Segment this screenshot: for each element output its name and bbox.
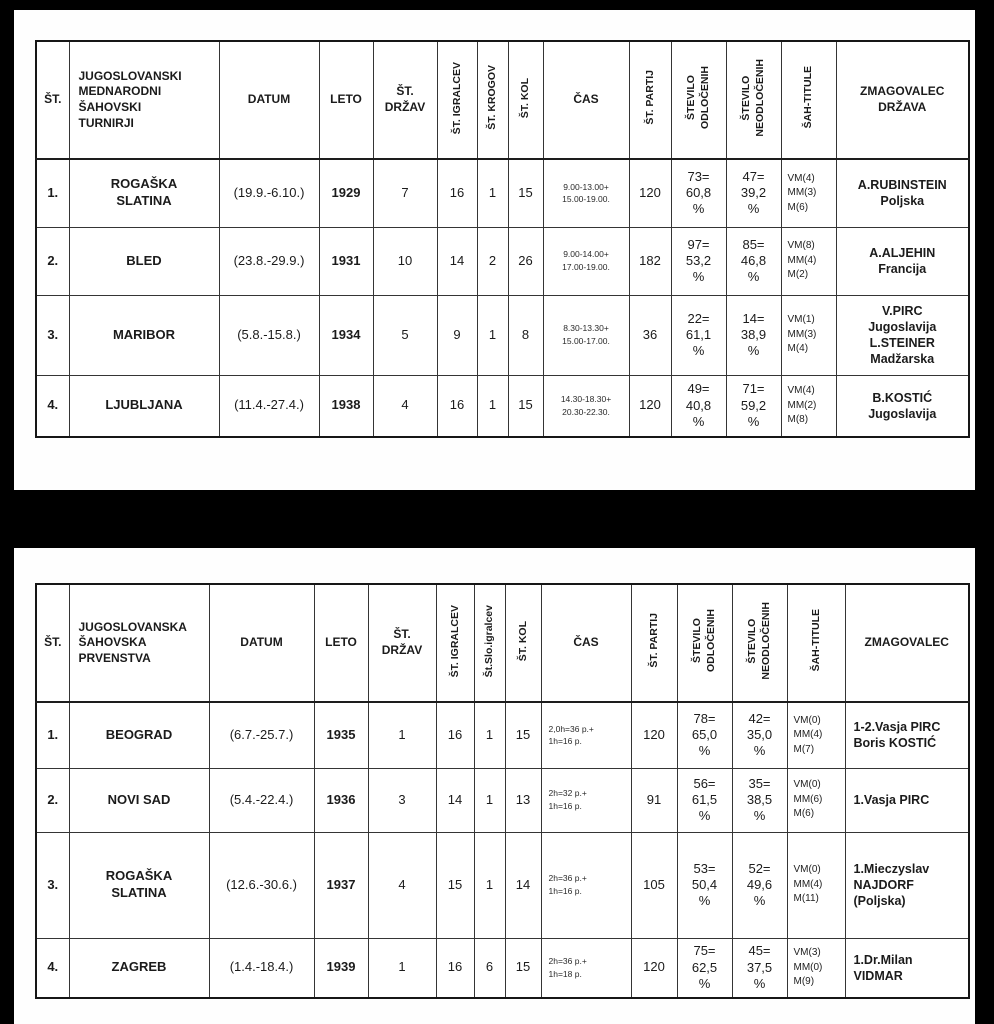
table-row <box>36 375 969 437</box>
column-header-st <box>36 584 69 702</box>
cell-st-partij: 120 <box>629 375 671 437</box>
cell-prvenstva: NOVI SAD <box>69 768 209 832</box>
table-row <box>36 832 969 938</box>
column-header-st-drzav <box>368 584 436 702</box>
column-header-datum <box>209 584 314 702</box>
table-row <box>36 227 969 295</box>
cell-st-partij: 120 <box>631 702 677 768</box>
column-header-label: DATUM <box>247 92 291 107</box>
cell-leto: 1937 <box>314 832 368 938</box>
column-header-label: DATUM <box>240 635 283 650</box>
cell-stevilo-odlocenih: 53= 50,4 % <box>677 832 732 938</box>
cell-datum: (12.6.-30.6.) <box>209 832 314 938</box>
column-header-st-krogov <box>477 41 508 159</box>
cell-stevilo-neodlocenih: 85= 46,8 % <box>726 227 781 295</box>
column-header-label: ŠTEVILO NEODLOČENIH <box>740 58 767 137</box>
column-header-stevilo-neodlocenih <box>732 584 787 702</box>
column-header-label: Št.Slo.igralcev <box>483 604 496 677</box>
cell-cas: 9.00-13.00+ 15.00-19.00. <box>543 159 629 227</box>
column-header-label: JUGOSLOVANSKA ŠAHOVSKA PRVENSTVA <box>78 619 187 665</box>
cell-sah-titule: VM(0) MM(4) M(7) <box>787 702 845 768</box>
cell-datum: (5.8.-15.8.) <box>219 295 319 375</box>
cell-zmagovalec: 1.Vasja PIRC <box>845 768 969 832</box>
cell-leto: 1938 <box>319 375 373 437</box>
cell-cas: 2h=36 p.+ 1h=18 p. <box>541 938 631 998</box>
cell-leto: 1931 <box>319 227 373 295</box>
table-row <box>36 159 969 227</box>
column-header-sah-titule <box>781 41 836 159</box>
cell-sah-titule: VM(1) MM(3) M(4) <box>781 295 836 375</box>
cell-stevilo-neodlocenih: 52= 49,6 % <box>732 832 787 938</box>
cell-st-igralcev: 14 <box>436 768 474 832</box>
cell-stevilo-neodlocenih: 35= 38,5 % <box>732 768 787 832</box>
header-row <box>36 41 969 159</box>
column-header-st-kol <box>508 41 543 159</box>
column-header-stevilo-neodlocenih <box>726 41 781 159</box>
cell-zmagovalec-drzava: B.KOSTIĆ Jugoslavija <box>836 375 969 437</box>
column-header-st-igralcev <box>436 584 474 702</box>
cell-sah-titule: VM(4) MM(2) M(8) <box>781 375 836 437</box>
cell-datum: (1.4.-18.4.) <box>209 938 314 998</box>
table-row <box>36 938 969 998</box>
column-header-label: ŠT. PARTIJ <box>647 613 660 669</box>
table-row <box>36 702 969 768</box>
cell-st-drzav: 4 <box>373 375 437 437</box>
column-header-st <box>36 41 69 159</box>
cell-st: 2. <box>36 227 69 295</box>
column-header-st-igralcev <box>437 41 477 159</box>
cell-sah-titule: VM(0) MM(4) M(11) <box>787 832 845 938</box>
cell-st: 2. <box>36 768 69 832</box>
cell-st-krogov: 1 <box>477 159 508 227</box>
column-header-label: ŠT. KOL <box>519 77 532 118</box>
cell-sah-titule: VM(0) MM(6) M(6) <box>787 768 845 832</box>
cell-st-igralcev: 15 <box>436 832 474 938</box>
cell-prvenstva: ROGAŠKA SLATINA <box>69 832 209 938</box>
column-header-label: JUGOSLOVANSKI MEDNARODNI ŠAHOVSKI TURNIRJI <box>78 68 182 130</box>
cell-stevilo-neodlocenih: 71= 59,2 % <box>726 375 781 437</box>
column-header-st-partij <box>631 584 677 702</box>
cell-st: 4. <box>36 375 69 437</box>
column-header-st-slo-igralcev <box>474 584 505 702</box>
cell-datum: (23.8.-29.9.) <box>219 227 319 295</box>
column-header-label: ŠT. KROGOV <box>486 65 499 131</box>
cell-st-slo-igralcev: 1 <box>474 832 505 938</box>
cell-st: 1. <box>36 159 69 227</box>
cell-turnirji: MARIBOR <box>69 295 219 375</box>
cell-stevilo-neodlocenih: 14= 38,9 % <box>726 295 781 375</box>
cell-st-drzav: 4 <box>368 832 436 938</box>
column-header-label: ŠT. <box>44 635 62 650</box>
table-row <box>36 768 969 832</box>
cell-zmagovalec: 1.Mieczyslav NAJDORF (Poljska) <box>845 832 969 938</box>
column-header-turnirji <box>69 41 219 159</box>
cell-datum: (5.4.-22.4.) <box>209 768 314 832</box>
column-header-prvenstva <box>69 584 209 702</box>
cell-st-krogov: 1 <box>477 375 508 437</box>
cell-st-kol: 26 <box>508 227 543 295</box>
cell-stevilo-neodlocenih: 42= 35,0 % <box>732 702 787 768</box>
cell-stevilo-odlocenih: 78= 65,0 % <box>677 702 732 768</box>
cell-st-kol: 15 <box>508 159 543 227</box>
cell-st: 3. <box>36 832 69 938</box>
cell-stevilo-odlocenih: 22= 61,1 % <box>671 295 726 375</box>
column-header-label: ŠT. DRŽAV <box>381 627 423 657</box>
cell-st-krogov: 2 <box>477 227 508 295</box>
cell-sah-titule: VM(3) MM(0) M(9) <box>787 938 845 998</box>
cell-st-partij: 120 <box>631 938 677 998</box>
column-header-label: ŠT. <box>44 92 62 107</box>
cell-cas: 14.30-18.30+ 20.30-22.30. <box>543 375 629 437</box>
column-header-leto <box>319 41 373 159</box>
cell-leto: 1929 <box>319 159 373 227</box>
cell-st-krogov: 1 <box>477 295 508 375</box>
cell-st-kol: 14 <box>505 832 541 938</box>
cell-st-kol: 15 <box>505 702 541 768</box>
column-header-stevilo-odlocenih <box>677 584 732 702</box>
cell-zmagovalec-drzava: A.ALJEHIN Francija <box>836 227 969 295</box>
column-header-label: ŠTEVILO ODLOČENIH <box>685 66 712 130</box>
cell-st-igralcev: 16 <box>437 159 477 227</box>
cell-datum: (19.9.-6.10.) <box>219 159 319 227</box>
cell-st-kol: 15 <box>508 375 543 437</box>
cell-sah-titule: VM(4) MM(3) M(6) <box>781 159 836 227</box>
cell-st-drzav: 10 <box>373 227 437 295</box>
column-header-label: ŠTEVILO NEODLOČENIH <box>746 601 773 680</box>
cell-st-kol: 15 <box>505 938 541 998</box>
column-header-label: LETO <box>325 635 357 650</box>
cell-st-drzav: 5 <box>373 295 437 375</box>
international-tournaments-table <box>35 40 970 438</box>
column-header-zmagovalec <box>845 584 969 702</box>
cell-st-slo-igralcev: 6 <box>474 938 505 998</box>
cell-stevilo-odlocenih: 49= 40,8 % <box>671 375 726 437</box>
cell-st-drzav: 1 <box>368 702 436 768</box>
column-header-sah-titule <box>787 584 845 702</box>
column-header-datum <box>219 41 319 159</box>
column-header-label: ŠAH-TITULE <box>802 66 815 129</box>
column-header-leto <box>314 584 368 702</box>
column-header-st-kol <box>505 584 541 702</box>
cell-leto: 1934 <box>319 295 373 375</box>
cell-st: 1. <box>36 702 69 768</box>
cell-st-drzav: 7 <box>373 159 437 227</box>
cell-st-partij: 120 <box>629 159 671 227</box>
column-header-st-drzav <box>373 41 437 159</box>
column-header-label: ČAS <box>573 635 599 650</box>
cell-st-drzav: 3 <box>368 768 436 832</box>
cell-st-drzav: 1 <box>368 938 436 998</box>
cell-leto: 1936 <box>314 768 368 832</box>
cell-sah-titule: VM(8) MM(4) M(2) <box>781 227 836 295</box>
cell-st-igralcev: 16 <box>436 702 474 768</box>
cell-datum: (11.4.-27.4.) <box>219 375 319 437</box>
cell-stevilo-odlocenih: 56= 61,5 % <box>677 768 732 832</box>
column-header-label: ŠT. KOL <box>516 620 529 661</box>
cell-cas: 8.30-13.30+ 15.00-17.00. <box>543 295 629 375</box>
national-championships-table <box>35 583 970 999</box>
national-championships-page <box>14 548 975 1024</box>
international-tournaments-page <box>14 10 975 490</box>
cell-st-igralcev: 9 <box>437 295 477 375</box>
column-header-stevilo-odlocenih <box>671 41 726 159</box>
cell-leto: 1939 <box>314 938 368 998</box>
column-header-cas <box>541 584 631 702</box>
cell-turnirji: LJUBLJANA <box>69 375 219 437</box>
column-header-label: LETO <box>330 92 362 107</box>
cell-stevilo-odlocenih: 97= 53,2 % <box>671 227 726 295</box>
cell-st-partij: 91 <box>631 768 677 832</box>
cell-st-partij: 105 <box>631 832 677 938</box>
cell-st: 3. <box>36 295 69 375</box>
header-row <box>36 584 969 702</box>
table-row <box>36 295 969 375</box>
cell-st-partij: 36 <box>629 295 671 375</box>
cell-stevilo-odlocenih: 73= 60,8 % <box>671 159 726 227</box>
cell-zmagovalec: 1.Dr.Milan VIDMAR <box>845 938 969 998</box>
cell-zmagovalec-drzava: V.PIRC Jugoslavija L.STEINER Madžarska <box>836 295 969 375</box>
cell-st-igralcev: 14 <box>437 227 477 295</box>
column-header-label: ČAS <box>573 92 599 107</box>
column-header-label: ZMAGOVALEC DRŽAVA <box>860 84 945 114</box>
column-header-label: ŠT. IGRALCEV <box>450 61 463 134</box>
cell-st-partij: 182 <box>629 227 671 295</box>
cell-st-kol: 8 <box>508 295 543 375</box>
cell-st: 4. <box>36 938 69 998</box>
cell-stevilo-neodlocenih: 45= 37,5 % <box>732 938 787 998</box>
cell-st-slo-igralcev: 1 <box>474 768 505 832</box>
column-header-label: ZMAGOVALEC <box>864 635 949 650</box>
cell-st-igralcev: 16 <box>437 375 477 437</box>
cell-cas: 9.00-14.00+ 17.00-19.00. <box>543 227 629 295</box>
column-header-label: ŠAH-TITULE <box>809 609 822 672</box>
cell-prvenstva: ZAGREB <box>69 938 209 998</box>
column-header-label: ŠT. DRŽAV <box>384 84 426 114</box>
cell-turnirji: ROGAŠKA SLATINA <box>69 159 219 227</box>
column-header-label: ŠTEVILO ODLOČENIH <box>691 609 718 673</box>
cell-zmagovalec: 1-2.Vasja PIRC Boris KOSTIĆ <box>845 702 969 768</box>
cell-cas: 2h=36 p.+ 1h=16 p. <box>541 832 631 938</box>
cell-turnirji: BLED <box>69 227 219 295</box>
cell-leto: 1935 <box>314 702 368 768</box>
cell-cas: 2h=32 p.+ 1h=16 p. <box>541 768 631 832</box>
column-header-label: ŠT. PARTIJ <box>643 70 656 126</box>
column-header-label: ŠT. IGRALCEV <box>448 604 461 677</box>
cell-st-slo-igralcev: 1 <box>474 702 505 768</box>
cell-stevilo-odlocenih: 75= 62,5 % <box>677 938 732 998</box>
cell-stevilo-neodlocenih: 47= 39,2 % <box>726 159 781 227</box>
column-header-zmagovalec-drzava <box>836 41 969 159</box>
cell-zmagovalec-drzava: A.RUBINSTEIN Poljska <box>836 159 969 227</box>
cell-st-igralcev: 16 <box>436 938 474 998</box>
cell-datum: (6.7.-25.7.) <box>209 702 314 768</box>
cell-prvenstva: BEOGRAD <box>69 702 209 768</box>
cell-cas: 2,0h=36 p.+ 1h=16 p. <box>541 702 631 768</box>
cell-st-kol: 13 <box>505 768 541 832</box>
column-header-st-partij <box>629 41 671 159</box>
column-header-cas <box>543 41 629 159</box>
